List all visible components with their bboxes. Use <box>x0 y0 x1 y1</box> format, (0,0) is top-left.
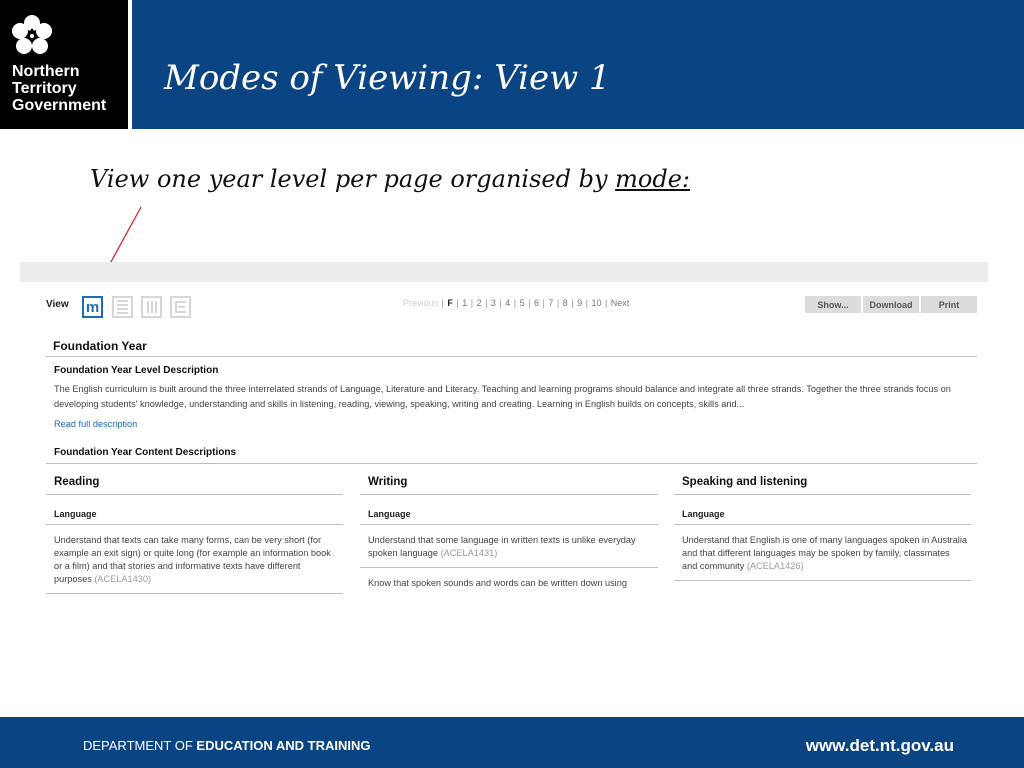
divider <box>360 567 658 568</box>
speaking-language-heading: Language <box>682 509 725 519</box>
slide-subtitle <box>90 165 690 193</box>
logo-line-3: Government <box>12 97 107 114</box>
level-description-text: The English curriculum is built around the three interrelated strands of Language, Literature and Literacy. Teaching and learning programs should balance and integrate all three strands. Together the three strands focus on developing students' knowledge, understanding and skills in listening, reading, viewing, speaking, writing and creating. Learning in English builds on concepts, skills and... <box>54 384 951 409</box>
column-title-speaking-listening: Speaking and listening <box>682 476 808 488</box>
divider <box>46 356 977 357</box>
pager-page-10[interactable]: 10 <box>591 298 602 308</box>
department-title: EDUCATION AND TRAINING <box>196 738 371 753</box>
subtitle-emphasis: mode: <box>615 165 690 193</box>
department-prefix: DEPARTMENT OF <box>83 738 197 753</box>
view-list-button[interactable] <box>112 296 133 318</box>
print-button[interactable]: Print <box>921 296 977 313</box>
item-code[interactable]: (ACELA1431) <box>440 548 498 558</box>
pager-page-9[interactable]: 9 <box>577 298 583 308</box>
nt-government-logo <box>0 0 128 129</box>
content-item[interactable] <box>54 534 339 586</box>
pager-page-5[interactable]: 5 <box>519 298 525 308</box>
header-divider <box>128 0 132 129</box>
content-item[interactable] <box>682 534 967 573</box>
slide-title: Modes of Viewing: View 1 <box>164 58 611 98</box>
screenshot-top-bar <box>20 262 988 282</box>
view-columns-button[interactable] <box>141 296 162 318</box>
pager-page-7[interactable]: 7 <box>548 298 554 308</box>
column-title-writing: Writing <box>368 476 408 488</box>
read-full-description-link[interactable]: Read full description <box>54 419 138 429</box>
desert-rose-logo-icon <box>11 14 53 58</box>
mode-icon: m <box>85 298 100 316</box>
pager-previous: Previous <box>403 298 439 308</box>
divider <box>674 494 971 495</box>
list-icon <box>117 300 128 314</box>
item-code[interactable]: (ACELA1430) <box>94 574 152 584</box>
divider <box>360 494 658 495</box>
pager-page-8[interactable]: 8 <box>562 298 568 308</box>
view-label: View <box>46 299 69 310</box>
divider <box>360 524 658 525</box>
item-text: Understand that English is one of many languages spoken in Australia and that different languages may be spoken by family, classmates and community <box>682 535 967 571</box>
divider <box>674 580 971 581</box>
pager-page-6[interactable]: 6 <box>534 298 540 308</box>
download-button[interactable]: Download <box>863 296 919 313</box>
columns-icon <box>147 301 157 313</box>
show-button[interactable]: Show... <box>805 296 861 313</box>
content-item[interactable] <box>368 534 654 560</box>
item-text: Understand that some language in written texts is unlike everyday spoken language <box>368 535 636 558</box>
column-title-reading: Reading <box>54 476 100 488</box>
reading-language-heading: Language <box>54 509 97 519</box>
logo-line-2: Territory <box>12 80 77 97</box>
level-description-title: Foundation Year Level Description <box>54 365 219 376</box>
pager-page-4[interactable]: 4 <box>505 298 511 308</box>
year-title: Foundation Year <box>53 339 147 353</box>
pager-next[interactable]: Next <box>610 298 630 308</box>
pager-page-3[interactable]: 3 <box>490 298 496 308</box>
view-mode-button[interactable] <box>82 296 103 318</box>
writing-language-heading: Language <box>368 509 411 519</box>
pager-page-2[interactable]: 2 <box>476 298 482 308</box>
slide-footer <box>0 717 1024 768</box>
divider <box>46 524 343 525</box>
divider <box>46 494 343 495</box>
logo-text <box>12 63 106 114</box>
department-name <box>83 738 370 753</box>
elaborations-icon <box>175 301 186 313</box>
slide-header <box>0 0 1024 129</box>
website-url[interactable]: www.det.nt.gov.au <box>805 736 954 755</box>
content-item[interactable] <box>368 577 654 590</box>
divider <box>674 524 971 525</box>
curriculum-screenshot <box>20 262 988 596</box>
pager-current[interactable]: F <box>447 298 453 308</box>
year-level-pager: Previous | F | 1 | 2 | 3 | 4 | 5 | 6 | 7 | 8 | 9 | 10 | Next <box>403 298 630 308</box>
logo-line-1: Northern <box>12 63 80 80</box>
pager-page-1[interactable]: 1 <box>462 298 468 308</box>
subtitle-text: View one year level per page organised by <box>90 165 616 193</box>
item-code[interactable]: (ACELA1426) <box>746 561 804 571</box>
item-text: Understand that texts can take many forms, can be very short (for example an exit sign) or quite long (for example an information book or a film) and that stories and informative texts have different purposes <box>54 535 331 584</box>
item-text: Know that spoken sounds and words can be written down using <box>368 578 627 588</box>
divider <box>46 463 977 464</box>
content-descriptions-title: Foundation Year Content Descriptions <box>54 447 237 458</box>
view-elaborations-button[interactable] <box>170 296 191 318</box>
divider <box>46 593 343 594</box>
